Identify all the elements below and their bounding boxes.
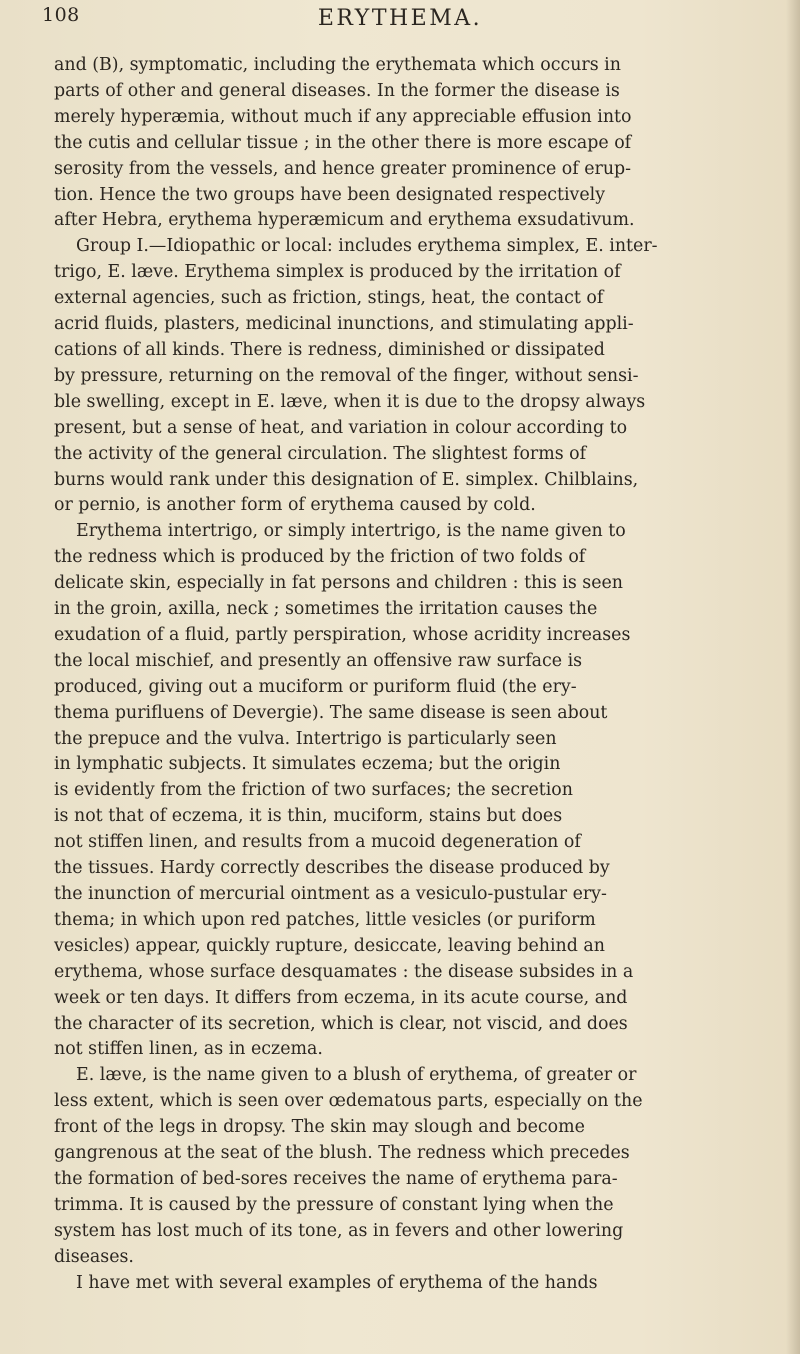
text-line: Erythema intertrigo, or simply intertrigo, is the name given to: [76, 521, 626, 542]
text-line: tion. Hence the two groups have been designated respectively: [54, 184, 606, 205]
text-line: front of the legs in dropsy. The skin may slough and become: [54, 1117, 585, 1138]
text-line: serosity from the vessels, and hence greater prominence of erup-: [54, 158, 632, 179]
text-line: Group I.—Idiopathic or local: includes erythema simplex, E. inter-: [76, 236, 658, 257]
text-line: vesicles) appear, quickly rupture, desiccate, leaving behind an: [54, 935, 605, 956]
text-line: in lymphatic subjects. It simulates eczema; but the origin: [54, 754, 561, 775]
text-line: the inunction of mercurial ointment as a vesiculo-pustular ery-: [54, 884, 607, 904]
text-line: or pernio, is another form of erythema caused by cold.: [54, 495, 536, 516]
text-line: the character of its secretion, which is clear, not viscid, and does: [54, 1013, 628, 1034]
page-number: 108: [42, 4, 80, 26]
text-line: acrid fluids, plasters, medicinal inunctions, and stimulating appli-: [54, 314, 634, 335]
text-line: delicate skin, especially in fat persons and children : this is seen: [54, 573, 623, 594]
text-line: parts of other and general diseases. In the former the disease is: [54, 80, 620, 101]
text-line: burns would rank under this designation of E. simplex. Chilblains,: [54, 469, 639, 490]
text-line: erythema, whose surface desquamates : the disease subsides in a: [54, 961, 634, 982]
running-head: ERYTHEMA.: [317, 6, 483, 31]
text-line: in the groin, axilla, neck ; sometimes the irritation causes the: [54, 599, 598, 620]
text-line: after Hebra, erythema hyperæmicum and erythema exsudativum.: [54, 210, 635, 231]
text-line: the tissues. Hardy correctly describes the disease produced by: [54, 858, 610, 879]
text-line: produced, giving out a muciform or puriform fluid (the ery-: [54, 676, 577, 697]
text-line: week or ten days. It differs from eczema, in its acute course, and: [54, 987, 628, 1008]
text-line: external agencies, such as friction, stings, heat, the contact of: [54, 288, 604, 309]
text-line: is evidently from the friction of two surfaces; the secretion: [54, 780, 573, 801]
text-line: trigo, E. læve. Erythema simplex is produced by the irritation of: [54, 262, 621, 283]
text-line: merely hyperæmia, without much if any appreciable effusion into: [54, 106, 632, 127]
text-line: is not that of eczema, it is thin, muciform, stains but does: [54, 806, 563, 827]
text-line: gangrenous at the seat of the blush. The redness which precedes: [54, 1143, 630, 1164]
text-line: cations of all kinds. There is redness, diminished or dissipated: [54, 339, 605, 360]
text-line: the local mischief, and presently an offensive raw surface is: [54, 650, 583, 671]
text-line: diseases.: [54, 1246, 134, 1267]
text-line: ble swelling, except in E. læve, when it is due to the dropsy always: [54, 391, 646, 412]
text-line: not stiffen linen, as in eczema.: [54, 1039, 323, 1060]
text-line: the activity of the general circulation. The slightest forms of: [54, 443, 587, 464]
text-line: the formation of bed-sores receives the name of erythema para-: [54, 1168, 618, 1189]
text-line: thema purifluens of Devergie). The same disease is seen about: [54, 702, 608, 723]
text-line: and (B), symptomatic, including the erythemata which occurs in: [54, 55, 621, 75]
text-line: system has lost much of its tone, as in fevers and other lowering: [54, 1220, 624, 1241]
text-line: the prepuce and the vulva. Intertrigo is particularly seen: [54, 728, 557, 749]
text-line: the redness which is produced by the friction of two folds of: [54, 547, 586, 568]
page-edge-shadow: [786, 0, 800, 1354]
text-line: present, but a sense of heat, and variation in colour according to: [54, 417, 628, 438]
text-line: the cutis and cellular tissue ; in the other there is more escape of: [54, 132, 632, 153]
text-line: E. læve, is the name given to a blush of erythema, of greater or: [76, 1065, 637, 1086]
text-line: I have met with several examples of erythema of the hands: [76, 1272, 598, 1293]
text-line: exudation of a fluid, partly perspiration, whose acridity increases: [54, 624, 631, 645]
text-line: less extent, which is seen over œdematous parts, especially on the: [54, 1091, 643, 1112]
text-line: by pressure, returning on the removal of the finger, without sensi-: [54, 365, 639, 386]
body-text: [54, 53, 764, 1297]
text-line: trimma. It is caused by the pressure of constant lying when the: [54, 1194, 614, 1215]
text-line: not stiffen linen, and results from a mucoid degeneration of: [54, 832, 581, 853]
text-line: thema; in which upon red patches, little vesicles (or puriform: [54, 909, 596, 930]
